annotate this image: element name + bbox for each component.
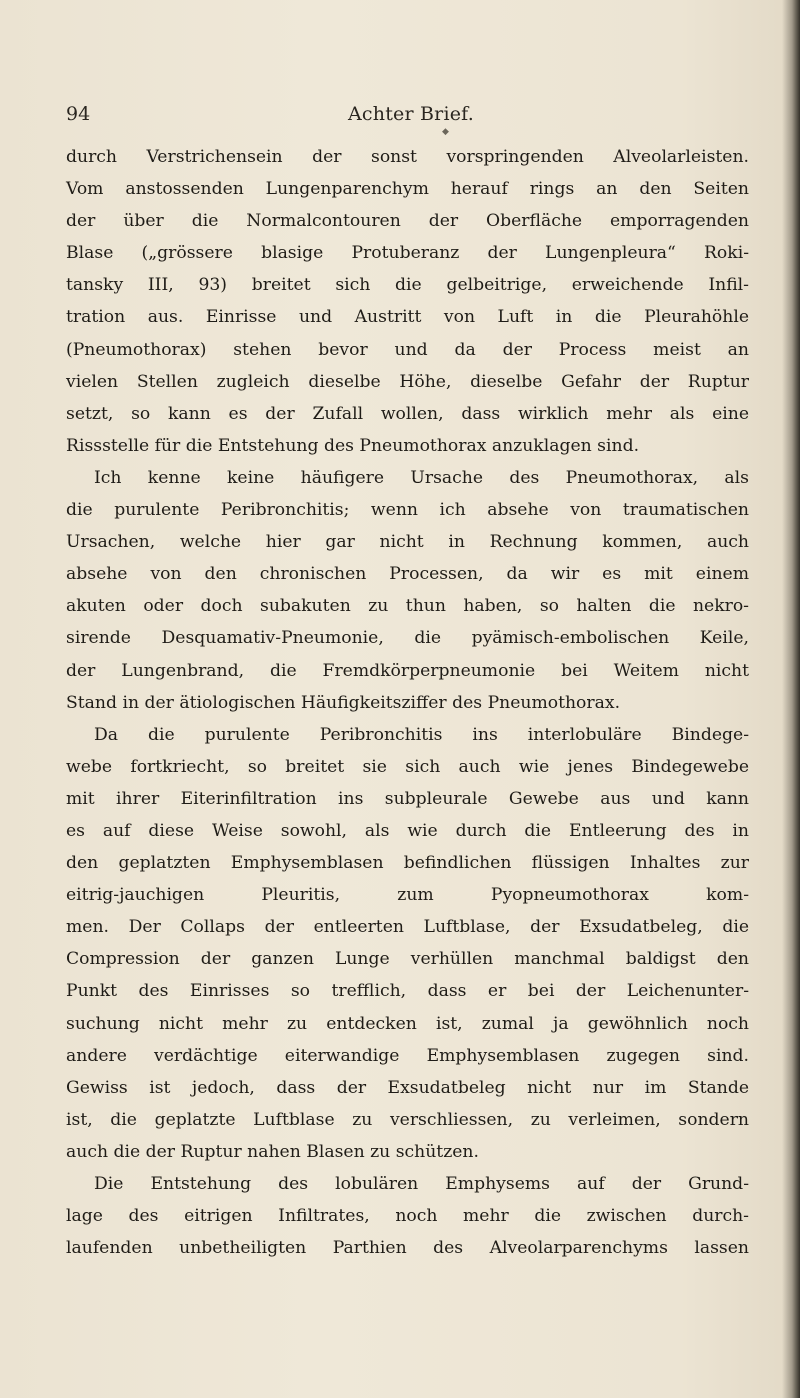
- text-line: suchung nicht mehr zu entdecken ist, zumal ja gewöhnlich noch: [66, 1013, 749, 1034]
- page-edge-shadow: [782, 0, 800, 1398]
- text-line: Gewiss ist jedoch, dass der Exsudatbeleg nicht nur im Stande: [66, 1077, 749, 1098]
- ornament-dot-icon: ◆: [442, 127, 449, 137]
- page-header: [58, 103, 758, 137]
- text-line: Stand in der ätiologischen Häufigkeitsziffer des Pneumothorax.: [66, 692, 621, 713]
- text-line: webe fortkriecht, so breitet sie sich auch wie jenes Bindegewebe: [66, 756, 749, 777]
- page-number: 94: [66, 103, 91, 125]
- text-line: der Lungenbrand, die Fremdkörperpneumonie bei Weitem nicht: [66, 660, 749, 681]
- text-line: Rissstelle für die Entstehung des Pneumothorax anzuklagen sind.: [66, 435, 640, 456]
- text-line: setzt, so kann es der Zufall wollen, dass wirklich mehr als eine: [66, 403, 749, 424]
- text-line: (Pneumothorax) stehen bevor und da der Process meist an: [66, 339, 749, 360]
- text-line: es auf diese Weise sowohl, als wie durch die Entleerung des in: [66, 820, 749, 841]
- text-line: Punkt des Einrisses so trefflich, dass er bei der Leichenunter-: [66, 981, 749, 1002]
- text-line: akuten oder doch subakuten zu thun haben, so halten die nekro-: [66, 596, 749, 617]
- text-line: eitrig-jauchigen Pleuritis, zum Pyopneumothorax kom-: [66, 885, 749, 906]
- text-line: men. Der Collaps der entleerten Luftblase, der Exsudatbeleg, die: [66, 917, 749, 938]
- text-line: mit ihrer Eiterinfiltration ins subpleurale Gewebe aus und kann: [66, 788, 749, 809]
- text-line: durch Verstrichensein der sonst vorspringenden Alveolarleisten.: [66, 147, 749, 167]
- text-line: Da die purulente Peribronchitis ins interlobuläre Bindege-: [94, 724, 749, 745]
- text-line: andere verdächtige eiterwandige Emphysemblasen zugegen sind.: [66, 1045, 749, 1066]
- text-line: der über die Normalcontouren der Oberfläche emporragenden: [66, 211, 749, 232]
- text-line: lage des eitrigen Infiltrates, noch mehr die zwischen durch-: [66, 1206, 749, 1227]
- text-line: Ursachen, welche hier gar nicht in Rechnung kommen, auch: [66, 532, 749, 553]
- text-line: Vom anstossenden Lungenparenchym herauf rings an den Seiten: [66, 179, 749, 200]
- text-line: laufenden unbetheiligten Parthien des Alveolarparenchyms lassen: [66, 1238, 749, 1259]
- text-line: ist, die geplatzte Luftblase zu verschliessen, zu verleimen, sondern: [66, 1109, 749, 1130]
- text-line: auch die der Ruptur nahen Blasen zu schützen.: [66, 1141, 479, 1162]
- text-line: Ich kenne keine häufigere Ursache des Pneumothorax, als: [94, 467, 749, 488]
- text-line: Compression der ganzen Lunge verhüllen manchmal baldigst den: [66, 949, 749, 970]
- text-line: tansky III, 93) breitet sich die gelbeitrige, erweichende Infil-: [66, 275, 749, 296]
- text-line: tration aus. Einrisse und Austritt von Luft in die Pleurahöhle: [66, 307, 749, 328]
- body-text: [66, 141, 749, 1264]
- text-line: absehe von den chronischen Processen, da wir es mit einem: [66, 564, 749, 585]
- text-line: Die Entstehung des lobulären Emphysems auf der Grund-: [94, 1174, 749, 1194]
- text-line: den geplatzten Emphysemblasen befindlichen flüssigen Inhaltes zur: [66, 853, 749, 874]
- running-title: Achter Brief.: [348, 103, 474, 125]
- text-line: vielen Stellen zugleich dieselbe Höhe, dieselbe Gefahr der Ruptur: [66, 371, 749, 392]
- text-line: die purulente Peribronchitis; wenn ich absehe von traumatischen: [66, 500, 749, 521]
- text-line: sirende Desquamativ-Pneumonie, die pyämisch-embolischen Keile,: [66, 628, 749, 649]
- text-line: Blase („grössere blasige Protuberanz der Lungenpleura“ Roki-: [66, 243, 749, 264]
